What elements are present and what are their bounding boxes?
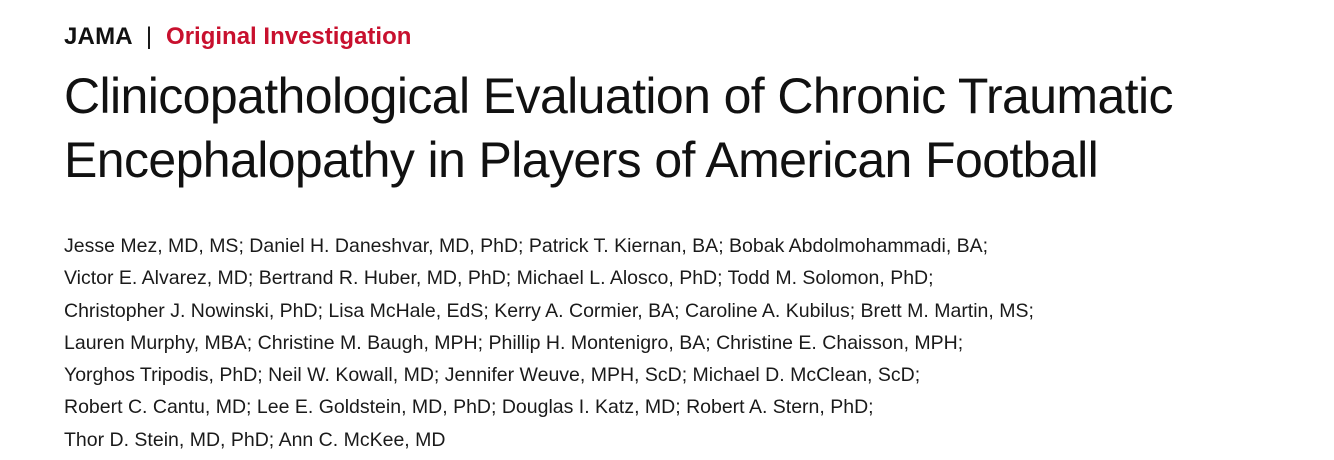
article-title-line: Clinicopathological Evaluation of Chronic Traumatic <box>64 68 1173 124</box>
article-title <box>64 64 1314 192</box>
journal-name: JAMA <box>64 23 133 50</box>
author-line: Thor D. Stein, MD, PhD; Ann C. McKee, MD <box>64 428 446 451</box>
article-title-line: Encephalopathy in Players of American Football <box>64 132 1099 188</box>
author-line: Yorghos Tripodis, PhD; Neil W. Kowall, MD; Jennifer Weuve, MPH, ScD; Michael D. McClean, ScD; <box>64 364 921 387</box>
header-separator: | <box>145 23 153 50</box>
author-line: Jesse Mez, MD, MS; Daniel H. Daneshvar, MD, PhD; Patrick T. Kiernan, BA; Bobak Abdolmohammadi, BA; <box>64 235 989 257</box>
article-header <box>64 22 411 52</box>
author-list <box>64 230 1034 456</box>
article-section-label: Original Investigation <box>166 23 412 50</box>
author-line: Lauren Murphy, MBA; Christine M. Baugh, MPH; Phillip H. Montenigro, BA; Christine E. Chaisson, MPH; <box>64 331 964 354</box>
author-line: Robert C. Cantu, MD; Lee E. Goldstein, MD, PhD; Douglas I. Katz, MD; Robert A. Stern, PhD; <box>64 396 874 419</box>
author-line: Victor E. Alvarez, MD; Bertrand R. Huber, MD, PhD; Michael L. Alosco, PhD; Todd M. Solomon, PhD; <box>64 267 934 290</box>
author-line: Christopher J. Nowinski, PhD; Lisa McHale, EdS; Kerry A. Cormier, BA; Caroline A. Kubilus; Brett M. Martin, MS; <box>64 299 1034 322</box>
